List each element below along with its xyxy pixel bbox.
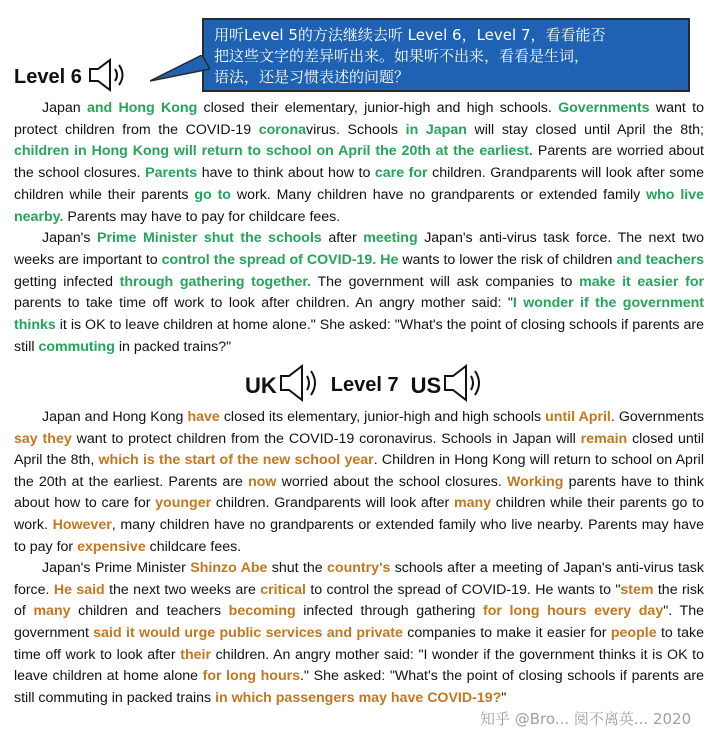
us-label: US [410,372,442,398]
callout-line-1: 用听Level 5的方法继续去听 Level 6，Level 7，看看能否 [214,26,606,44]
level6-paragraph-1: Japan and Hong Kong closed their elementary, junior-high and high schools. Governments want to protect children from the COVID-19 coronavirus. Schools in Japan will stay closed until April the 8th; children in Hong Kong will return to school on April the 20th at the earliest. Parents are worried about the school closures. Parents have to think about how to care for children. Grandparents will look after some children while their parents go to work. Many children have no grandparents or extended family who live nearby. Parents may have to pay for childcare fees. [14,100,704,225]
level7-label: Level 7 [330,374,399,396]
level6-header [14,58,130,97]
highlighted-phrase: younger [155,495,212,512]
callout-line-3: 语法，还是习惯表述的问题？ [214,68,410,86]
highlighted-phrase: country's [327,560,391,577]
highlighted-phrase: say they [14,430,72,447]
highlighted-phrase: now [248,473,277,490]
highlighted-phrase: in which passengers may have COVID-19? [215,689,502,706]
highlighted-phrase: remain [580,430,628,447]
highlighted-phrase: many [33,603,71,620]
highlighted-phrase: expensive [77,538,146,555]
highlighted-phrase: critical [260,581,306,598]
highlighted-phrase: many [454,495,492,512]
speaker-icon[interactable] [443,363,487,408]
highlighted-phrase: who live nearby. [14,186,704,225]
highlighted-phrase: people [610,624,657,641]
watermark: 知乎 @Bro... 阅不离英... 2020 [480,710,692,728]
instruction-callout [202,18,690,92]
speaker-icon[interactable] [279,363,323,408]
highlighted-phrase: and Hong Kong [86,100,198,116]
highlighted-phrase: in Japan [405,121,467,138]
level7-text [14,407,704,709]
callout-tail [150,55,210,85]
highlighted-phrase: corona [258,121,307,138]
highlighted-phrase: said it would urge public services and private [93,624,403,641]
highlighted-phrase: He said [53,581,105,598]
highlighted-phrase: meeting [363,230,418,247]
highlighted-phrase: have [187,409,220,425]
highlighted-phrase: Prime Minister shut the schools [97,230,322,247]
highlighted-phrase: Working [506,473,564,490]
highlighted-phrase: until April [545,409,611,425]
highlighted-phrase: stem [620,581,654,598]
level6-text [14,98,704,358]
level7-header [245,363,487,408]
highlighted-phrase: make it easier for [579,273,705,290]
highlighted-phrase: Governments [558,100,650,116]
callout-line-2: 把这些文字的差异听出来。如果听不出来，看看是生词， [214,47,590,65]
uk-label: UK [245,372,277,398]
highlighted-phrase: Shinzo Abe [190,560,268,577]
level6-label: Level 6 [14,66,82,88]
highlighted-phrase: becoming [228,603,296,620]
highlighted-phrase: Parents [145,165,198,182]
highlighted-phrase: for long hours every day [483,603,664,620]
highlighted-phrase: children in Hong Kong will return to school on April the 20th at the earliest. [14,143,533,160]
highlighted-phrase: However [52,516,112,533]
speaker-icon[interactable] [88,58,130,97]
highlighted-phrase: control the spread of COVID-19. He [161,251,399,268]
level7-paragraph-1: Japan and Hong Kong have closed its elementary, junior-high and high schools until April. Governments say they want to protect children from the COVID-19 coronavirus. Schools in Japan will remain closed until April the 8th, which is the start of the new school year. Children in Hong Kong will return to school on April the 20th at the earliest. Parents are now worried about the school closures. Working parents have to think about how to care for younger children. Grandparents will look after many children while their parents go to work. However, many children have no grandparents or extended family who live nearby. Parents may have to pay for expensive childcare fees. [14,409,704,555]
highlighted-phrase: for long hours [202,668,301,685]
highlighted-phrase: which is the start of the new school year [98,452,374,469]
highlighted-phrase: commuting [38,338,115,355]
level7-paragraph-2: Japan's Prime Minister Shinzo Abe shut the country's schools after a meeting of Japan's anti-virus task force. He said the next two weeks are critical to control the spread of COVID-19. He wants to "stem the risk of many children and teachers becoming infected through gathering for long hours every day". The government said it would urge public services and private companies to make it easier for people to take time off work to look after their children. An angry mother said: "I wonder if the government thinks it is OK to leave children at home alone for long hours." She asked: "What's the point of closing schools if parents are still commuting in packed trains in which passengers may have COVID-19?" [14,560,705,706]
highlighted-phrase: go to [194,186,231,203]
highlighted-phrase: care for [374,165,428,182]
highlighted-phrase: their [180,646,211,663]
highlighted-phrase: I wonder if the government thinks [14,295,704,334]
highlighted-phrase: and teachers [616,251,705,268]
highlighted-phrase: through gathering together. [119,273,312,290]
level6-paragraph-2: Japan's Prime Minister shut the schools after meeting Japan's anti-virus task force. The next two weeks are important to control the spread of COVID-19. He wants to lower the risk of children and teachers getting infected through gathering together. The government will ask companies to make it easier for parents to take time off work to look after children. An angry mother said: "I wonder if the government thinks it is OK to leave children at home alone." She asked: "What's the point of closing schools if parents are still commuting in packed trains?" [14,230,705,355]
